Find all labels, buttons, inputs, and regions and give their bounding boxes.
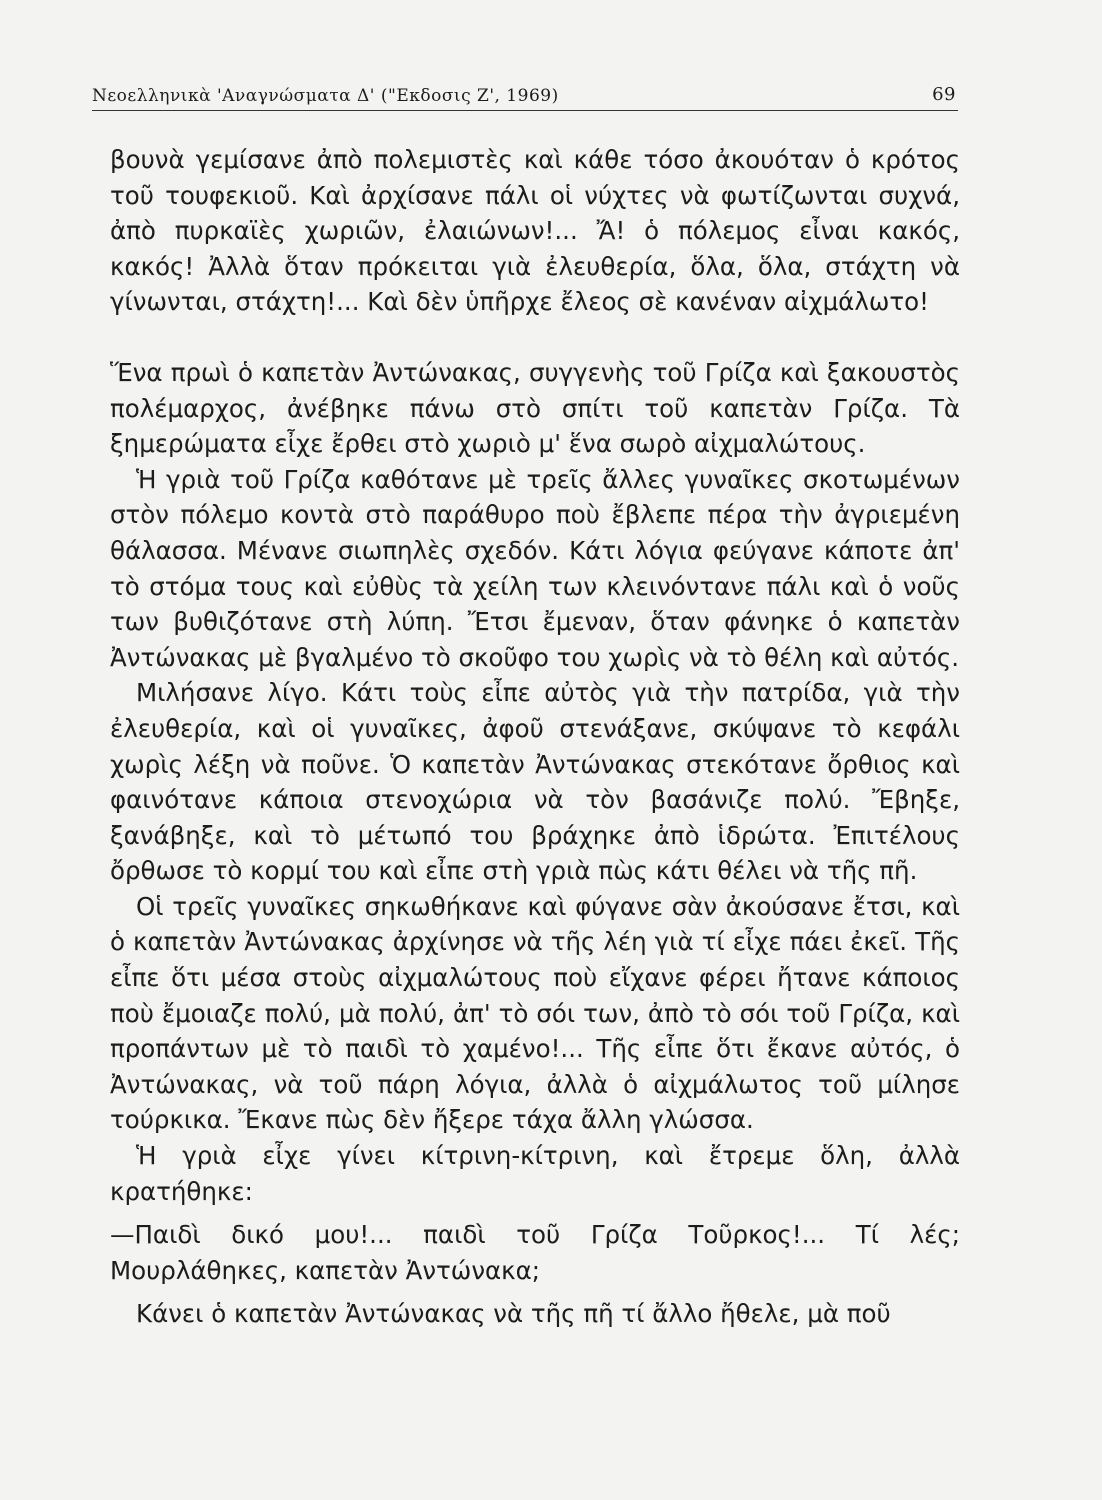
paragraph: Ἕνα πρωὶ ὁ καπετὰν Ἀντώνακας, συγγενὴς τοῦ Γρίζα καὶ ξακουστὸς πολέμαρχος, ἀνέβηκε πάνω στὸ σπίτι τοῦ καπετὰν Γρίζα. Τὰ ξημερώματα εἶχε ἔρθει στὸ χωριὸ μ' ἕνα σωρὸ αἰχμαλώτους. [110, 357, 960, 459]
paragraph: Κάνει ὁ καπετὰν Ἀντώνακας νὰ τῆς πῆ τί ἄλλο ἤθελε, μὰ ποῦ [136, 1299, 891, 1329]
paragraph: Μιλήσανε λίγο. Κάτι τοὺς εἶπε αὐτὸς γιὰ τὴν πατρίδα, γιὰ τὴν ἐλευθερία, καὶ οἱ γυναῖκες, ἀφοῦ στενάξανε, σκύψανε τὸ κεφάλι χωρὶς λέξη νὰ ποῦνε. Ὁ καπετὰν Ἀντώνακας στεκότανε ὄρθιος καὶ φαινότανε κάποια στενοχώρια νὰ τὸν βασάνιζε πολύ. Ἔβηξε, ξανάβηξε, καὶ τὸ μέτωπό του βράχηκε ἀπὸ ἱδρώτα. Ἐπιτέλους ὄρθωσε τὸ κορμί του καὶ εἶπε στὴ γριὰ πὼς κάτι θέλει νὰ τῆς πῆ. [110, 678, 960, 886]
paragraph: Οἱ τρεῖς γυναῖκες σηκωθήκανε καὶ φύγανε σὰν ἀκούσανε ἔτσι, καὶ ὁ καπετὰν Ἀντώνακας ἀρχίνησε νὰ τῆς λέη γιὰ τί εἶχε πάει ἐκεῖ. Τῆς εἶπε ὅτι μέσα στοὺς αἰχμαλώτους ποὺ εἴχανε φέρει ἤτανε κάποιος ποὺ ἔμοιαζε πολύ, μὰ πολύ, ἀπ' τὸ σόι των, ἀπὸ τὸ σόι τοῦ Γρίζα, καὶ προπάντων μὲ τὸ παιδὶ τὸ χαμένο!... Τῆς εἶπε ὅτι ἔκανε αὐτός, ὁ Ἀντώνακας, νὰ τοῦ πάρη λόγια, ἀλλὰ ὁ αἰχμάλωτος τοῦ μίλησε τούρκικα. Ἔκανε πὼς δὲν ἤξερε τάχα ἄλλη γλώσσα. [110, 891, 960, 1135]
paragraph: βουνὰ γεμίσανε ἀπὸ πολεμιστὲς καὶ κάθε τόσο ἀκουόταν ὁ κρότος τοῦ τουφεκιοῦ. Καὶ ἀρχίσανε πάλι οἱ νύχτες νὰ φωτίζωνται συχνά, ἀπὸ πυρκαϊὲς χωριῶν, ἐλαιώνων!... Ἄ! ὁ πόλεμος εἶναι κακός, κακός! Ἀλλὰ ὅταν πρόκειται γιὰ ἐλευθερία, ὅλα, ὅλα, στάχτη νὰ γίνωνται, στάχτη!... Καὶ δὲν ὑπῆρχε ἔλεος σὲ κανέναν αἰχμάλωτο! [110, 145, 960, 317]
body-text [110, 142, 960, 1332]
page-number: 69 [932, 84, 956, 105]
paragraph: —Παιδὶ δικό μου!... παιδὶ τοῦ Γρίζα Τοῦρκος!... Τί λές; Μουρλάθηκες, καπετὰν Ἀντώνακα; [110, 1220, 960, 1285]
paragraph: Ἡ γριὰ τοῦ Γρίζα καθότανε μὲ τρεῖς ἄλλες γυναῖκες σκοτωμένων στὸν πόλεμο κοντὰ στὸ παράθυρο ποὺ ἔβλεπε πέρα τὴν ἀγριεμένη θάλασσα. Μένανε σιωπηλὲς σχεδόν. Κάτι λόγια φεύγανε κάποτε ἀπ' τὸ στόμα τους καὶ εὐθὺς τὰ χείλη των κλεινόντανε πάλι καὶ ὁ νοῦς των βυθιζότανε στὴ λύπη. Ἔτσι ἔμεναν, ὅταν φάνηκε ὁ καπετὰν Ἀντώνακας μὲ βγαλμένο τὸ σκοῦφο του χωρὶς νὰ τὸ θέλη καὶ αὐτός. [110, 464, 960, 672]
running-title: Νεοελληνικὰ 'Αναγνώσματα Δ' ("Εκδοσις Ζ', 1969) [92, 86, 559, 106]
paragraph-gap [110, 1209, 960, 1217]
section-gap [110, 320, 960, 355]
paragraph: Ἡ γριὰ εἶχε γίνει κίτρινη-κίτρινη, καὶ ἔτρεμε ὅλη, ἀλλὰ κρατήθηκε: [110, 1141, 960, 1206]
page-header [92, 78, 958, 111]
paragraph-gap [110, 1288, 960, 1296]
